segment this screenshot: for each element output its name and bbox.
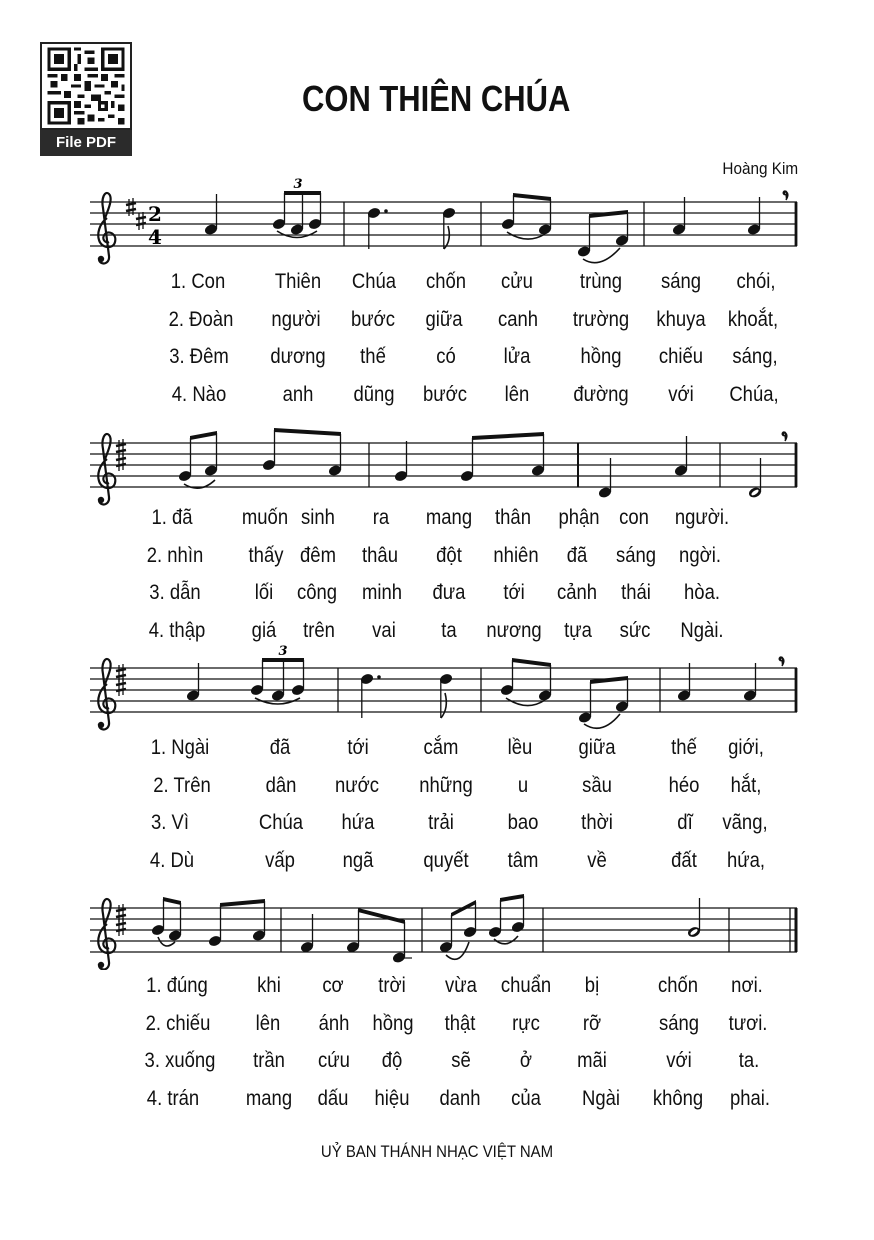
treble-clef-icon [98,193,116,264]
syllable: ngời. [679,544,721,567]
verse-3-line [0,345,874,373]
syllable: 1. Ngài [150,736,210,759]
syllable: hứa [341,811,375,834]
syllable: đã [566,544,588,567]
syllable: sầu [582,774,612,797]
syllable: dương [270,345,326,368]
syllable: sinh [301,506,335,529]
syllable: với [666,1049,692,1072]
syllable: hiệu [374,1087,410,1110]
syllable: thân [495,506,531,529]
syllable: lửa [503,345,531,368]
syllable: canh [497,308,539,331]
staff-system-1 [0,150,874,270]
syllable: của [511,1087,541,1110]
syllable: về [587,849,607,872]
staff-system-3 [0,640,874,740]
syllable: sức [619,619,651,642]
syllable: vãng, [722,811,768,834]
file-pdf-label[interactable]: File PDF [40,130,132,156]
syllable: dũng [353,383,395,406]
syllable: hồng [372,1012,414,1035]
syllable: tựa [564,619,592,642]
syllable: người [271,308,321,331]
syllable: chuẩn [500,974,552,997]
syllable: hứa, [726,849,766,872]
syllable: thế [360,345,386,368]
staff-system-2 [0,400,874,510]
syllable: dân [265,774,297,797]
verse-4-line [0,619,874,647]
syllable: phai. [729,1087,771,1110]
syllable: ra [372,506,390,529]
syllable: sáng, [732,345,778,368]
syllable: sáng [658,1012,700,1035]
syllable: tới [347,736,369,759]
syllable: 3. Đêm [169,345,229,368]
publisher-footer: UỶ BAN THÁNH NHẠC VIỆT NAM [320,1142,554,1161]
verse-1-line [0,974,874,1002]
svg-text:2: 2 [148,202,162,226]
syllable: dĩ [677,811,693,834]
syllable: ta. [738,1049,760,1072]
syllable: cứu [318,1049,350,1072]
syllable: hắt, [730,774,762,797]
syllable: khi [257,974,281,997]
syllable: 4. Dù [149,849,195,872]
syllable: khoắt, [727,308,779,331]
syllable: trên [303,619,335,642]
syllable: mang [425,506,473,529]
syllable: trời [378,974,406,997]
syllable: minh [361,581,403,604]
verse-2-line [0,544,874,572]
syllable: cửu [501,270,533,293]
syllable: trùng [579,270,623,293]
syllable: đã [269,736,291,759]
syllable: 2. chiếu [145,1012,211,1035]
syllable: công [296,581,338,604]
breath-mark-icon [783,191,788,200]
syllable: thái [621,581,651,604]
syllable: bị [584,974,600,997]
syllable: phận [558,506,600,529]
syllable: giữa [578,736,616,759]
verse-4-line [0,849,874,877]
syllable: vừa [445,974,477,997]
syllable: nước [334,774,380,797]
syllable: giới, [728,736,764,759]
syllable: đất [671,849,697,872]
syllable: ở [519,1049,533,1072]
syllable: 4. trán [146,1087,200,1110]
syllable: vai [372,619,396,642]
staff-system-4 [0,880,874,970]
syllable: 2. nhìn [146,544,204,567]
syllable: Thiên [274,270,322,293]
syllable: 3. xuống [144,1049,216,1072]
verse-2-line [0,308,874,336]
verse-1-line [0,270,874,298]
page-title: CON THIÊN CHÚA [302,78,571,119]
syllable: nơi. [731,974,763,997]
verse-4-line [0,1087,874,1115]
syllable: tươi. [728,1012,768,1035]
syllable: tâm [507,849,539,872]
syllable: Chúa [351,270,397,293]
syllable: muốn [241,506,289,529]
syllable: sẽ [451,1049,471,1072]
syllable: lên [504,383,530,406]
syllable: 4. Nào [171,383,227,406]
syllable: Ngài. [680,619,724,642]
syllable: 1. Con [170,270,226,293]
syllable: 2. Đoàn [168,308,234,331]
syllable: u [517,774,529,797]
syllable: trần [253,1049,285,1072]
syllable: chói, [736,270,776,293]
syllable: trải [428,811,454,834]
syllable: cơ [322,974,344,997]
syllable: cảnh [556,581,598,604]
syllable: sáng [660,270,702,293]
syllable: có [436,345,456,368]
syllable: bước [422,383,468,406]
syllable: người. [674,506,730,529]
syllable: mang [245,1087,293,1110]
syllable: nhiên [493,544,539,567]
syllable: chốn [425,270,467,293]
verse-2-line [0,774,874,802]
syllable: khuya [656,308,706,331]
syllable: nương [486,619,542,642]
syllable: 1. đã [151,506,193,529]
syllable: 2. Trên [153,774,211,797]
svg-text:4: 4 [148,225,162,249]
verse-3-line [0,1049,874,1077]
syllable: với [668,383,694,406]
syllable: 4. thập [148,619,206,642]
syllable: Ngài [581,1087,621,1110]
syllable: những [419,774,473,797]
syllable: đường [573,383,629,406]
syllable: 3. Vì [150,811,190,834]
syllable: ngã [342,849,374,872]
syllable: Chúa [258,811,304,834]
syllable: bao [507,811,539,834]
syllable: thế [671,736,697,759]
sharp-icon [136,212,146,230]
syllable: mãi [577,1049,607,1072]
syllable: lều [507,736,533,759]
syllable: 1. đúng [146,974,208,997]
syllable: ánh [318,1012,350,1035]
syllable: chiếu [658,345,704,368]
syllable: không [652,1087,704,1110]
verse-3-line [0,811,874,839]
syllable: rỡ [582,1012,602,1035]
syllable: lên [255,1012,281,1035]
svg-text:3: 3 [293,177,303,192]
verse-1-line [0,506,874,534]
syllable: hòa. [684,581,720,604]
syllable: thời [581,811,613,834]
syllable: héo [668,774,700,797]
syllable: anh [282,383,314,406]
syllable: Chúa, [729,383,779,406]
syllable: dấu [317,1087,349,1110]
syllable: ta [441,619,457,642]
syllable: giữa [425,308,463,331]
syllable: thật [444,1012,476,1035]
syllable: thâu [362,544,398,567]
verse-3-line [0,581,874,609]
syllable: vấp [265,849,295,872]
syllable: quyết [423,849,469,872]
syllable: chốn [657,974,699,997]
syllable: độ [381,1049,403,1072]
syllable: đưa [432,581,466,604]
syllable: hồng [580,345,622,368]
syllable: con [619,506,649,529]
verse-4-line [0,383,874,411]
composer-name: Hoàng Kim [722,159,798,178]
syllable: thấy [248,544,284,567]
syllable: 3. dẫn [149,581,201,604]
svg-text:3: 3 [278,644,288,659]
syllable: tới [503,581,525,604]
syllable: lối [254,581,274,604]
verse-1-line [0,736,874,764]
syllable: cắm [423,736,459,759]
syllable: trường [572,308,630,331]
syllable: giá [251,619,277,642]
syllable: rực [512,1012,540,1035]
syllable: đêm [300,544,336,567]
syllable: danh [439,1087,481,1110]
syllable: bước [350,308,396,331]
syllable: đột [436,544,462,567]
verse-2-line [0,1012,874,1040]
syllable: sáng [615,544,657,567]
